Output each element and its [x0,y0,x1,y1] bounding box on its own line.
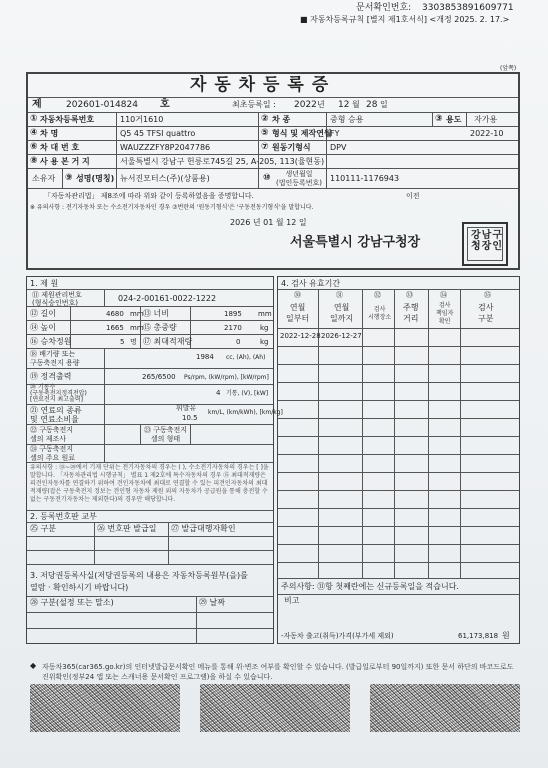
transfer-mark: 이전 [406,192,420,200]
height-value: 1665 [106,324,124,332]
plate-number-value: 110거1610 [120,115,164,124]
model-name-value: Q5 45 TFSI quattro [120,129,196,138]
power-label: ⑲ 정격출력 [30,372,72,381]
cylinders-label: ⑳ 기통수 (구동축전지정격전압) [연료전지 최고출력] [30,384,87,403]
row3-number2: ⑦ [261,142,269,152]
plate-number-label: 자동차등록번호 [40,115,95,124]
length-value: 4680 [106,310,124,318]
fuel-efficiency-value: 10.5 [182,414,198,422]
registration-serial: 202601-014824 [66,100,138,110]
inspection-heading: 4. 검사 유효기간 [281,279,341,288]
col31-number: ㉛ [336,291,343,299]
plate-issue-date-header: ㉖ 번호판 발급일 [97,524,157,533]
inspection-from-value: 2022-12-28 [280,332,321,340]
inspection-place-header: 검사 시행장소 [368,306,392,321]
inspection-from-header: 연월 일부터 [286,303,310,323]
gross-weight-unit: kg [260,324,269,332]
confirm-label: 문서확인번호: [356,3,412,13]
displacement-value: 1984 [196,353,214,361]
vin-label: 차 대 번 호 [40,143,80,152]
usage-label: 용도 [446,115,462,124]
width-label: ⑬ 너비 [143,309,169,318]
owner-number: ⑨ [65,173,73,183]
model-name-label: 차 명 [40,129,59,138]
plate-issue-type-header: ㉕ 구분 [30,524,56,533]
fuel-type-value: 휘발유 [176,404,197,412]
mortgage-type-header: ㉘ 구분(설정 또는 말소) [30,598,114,607]
col32-number: ㉜ [374,291,381,299]
manufacture-date: 2022-10 [470,129,504,138]
height-label: ⑭ 높이 [30,323,56,332]
barcode-3[interactable] [370,684,520,732]
first-reg-year: 2022 [294,100,317,110]
base-location-value: 서울특별시 강남구 헌릉로745길 25, A-205, 113(율현동) [120,157,325,166]
footer-diamond-icon: ◆ [30,661,37,670]
caution-text: ※ 유의사항 : 전기자동차 또는 수소전기자동차인 경우 ⑦번란의 '원동기형식'은 '구동전동기형식'을 말합니다. [30,204,314,211]
col35-number: ㉟ [484,291,491,299]
remark-label: 비고 [284,596,300,605]
length-label: ⑫ 길이 [30,309,56,318]
price-value: 61,173,818 [458,632,499,640]
cylinders-unit: 기통, (V), [kW] [226,390,269,397]
seal-text: 강남구청장인 [471,230,503,252]
spec-heading: 1. 제 원 [30,279,59,288]
price-unit: 원 [502,631,510,640]
fuel-label: ㉑ 연료의 종류 및 연료소비율 [30,406,82,424]
engine-type-value: DPV [330,143,347,152]
row1-number: ① [30,114,38,124]
row2-number: ④ [30,128,38,138]
max-load-label: ⑰ 최대적재량 [143,337,193,346]
width-unit: mm [258,310,272,318]
battery-material-label: ㉔ 구동축전지 셀의 주요 원료 [30,445,76,462]
confirm-number[interactable]: 3303853891609771 [422,3,514,13]
col33-number: ㉝ [406,291,413,299]
footer-text: 자동차365(car365.go.kr)의 인터넷발급문서확인 메뉴를 통해 위·변조 여부를 확인할 수 있습니다. (발급일로부터 90일까지) 또한 문서 하단의 바코드로도 진위확인(정부24 앱 또는 스캐너용 문서확인 프로그램)을 하실 수 있습니다. [42,663,514,681]
seats-value: 5 [120,338,125,346]
first-reg-day: 28 [366,100,378,110]
usage-value: 자가용 [474,115,498,124]
spec-caution: 유의사항 : ⑱~⑳에서 기재 단위는 전기자동차의 경우는 ( ), 수소전기자동차의 경우는 [ ]을 말합니다. 「자동차관리법 시행규칙」 별표 1 제2호에 특수자동차의 경우 ⑮ 최대적재량은 피견인자동차를 연결하기 위하여 견인자동차에 최대로 연결할 수 있는 피견인자동차의 최대적재량(잡은 구동축전지 정보는 견인형 자동차 제원 외의 자동차가 공급원을 통해 충전할 수 없는 구동전기자동차는 제외한다)의 경우만 해당합니다. [30,464,269,503]
inspection-notice: 주의사항: ㉛항 첫째란에는 신규등록일을 적습니다. [281,582,459,591]
row3-number: ⑥ [30,142,38,152]
owner-number2: ⑩ [263,173,271,183]
power-unit: Ps/rpm, (kW/rpm), [kW/rpm] [184,374,269,381]
gross-weight-value: 2170 [224,324,242,332]
mgmt-no-label: ⑪ 제원관리번호 (형식승인번호) [32,291,82,307]
plate-issue-agent-header: ㉗ 발급대행자확인 [171,524,236,533]
battery-maker-label: ㉒ 구동축전지 셀의 제조사 [30,426,74,443]
year-unit: 년 [317,100,325,109]
ho-label: 호 [160,99,170,110]
document-title: 자 동 차 등 록 증 [190,75,330,95]
official-seal [462,222,508,266]
inspection-to-header: 연월 일까지 [330,303,354,323]
row1-number3: ③ [435,114,443,124]
owner-name-value: 뉴서진모터스(주)(상품용) [120,174,210,183]
plate-issue-heading: 2. 등록번호판 교부 [30,512,97,521]
price-label: -자동차 출고(취득)가격(부가세 제외) [281,632,394,640]
seats-unit: 명 [130,338,137,346]
base-location-label: 사 용 본 거 지 [40,157,90,166]
first-reg-month: 12 [338,100,350,110]
mileage-header: 주행 거리 [403,303,419,323]
side-label: (앞쪽) [500,65,517,72]
type-value: FY [330,129,340,138]
barcode-1[interactable] [30,684,180,732]
vehicle-type-label: 차 종 [272,115,291,124]
mortgage-heading: 3. 저당권등록사실(저당권등록의 내용은 자동차등록원부(을)를 열람 · 확인하시기 바랍니다) [30,571,248,592]
inspection-type-header: 검사 구분 [478,303,494,323]
row4-number: ⑧ [30,156,38,166]
owner-id-value: 110111-1176943 [330,174,400,183]
col34-number: ㉞ [440,291,447,299]
fuel-efficiency-unit: km/L, (km/kWh), [km/kg] [208,409,283,416]
month-unit: 월 [352,100,360,109]
engine-type-label: 원동기형식 [272,143,311,152]
mortgage-date-header: ㉙ 날짜 [199,598,225,607]
displacement-unit: cc, (Ah), (Ah) [226,354,266,361]
battery-form-label: ㉓ 구동축전지 셀의 형태 [144,426,188,443]
rule-reference: ■ 자동차등록규칙 [별지 제1호서식] <개정 2025. 2. 17.> [300,15,510,24]
max-load-unit: kg [260,338,269,346]
width-value: 1895 [224,310,242,318]
row1-number2: ② [261,114,269,124]
inspection-to-value: 2026-12-27 [321,332,362,340]
first-reg-label: 최초등록일 : [232,100,276,109]
seats-label: ⑯ 승차정원 [30,337,72,346]
no-label: 제 [32,99,42,110]
owner-id-label: 생년월일 (법인등록번호) [276,170,323,187]
owner-name-label: 성명(명칭) [76,174,115,183]
certification-text: 「자동차관리법」 제8조에 따라 위와 같이 등록하였음을 증명합니다. [44,192,254,200]
owner-group-label: 소유자 [32,174,56,183]
issue-date: 2026 년 01 월 12 일 [230,218,307,227]
barcode-2[interactable] [200,684,350,732]
col30-number: ㉚ [294,291,301,299]
max-load-value: 0 [236,338,241,346]
length-unit: mm [130,310,144,318]
row2-number2: ⑤ [261,128,269,138]
vin-value: WAUZZZFY8P2047786 [120,143,211,152]
day-unit: 일 [380,100,388,109]
displacement-label: ⑱ 배기량 또는 구동축전지 용량 [30,350,80,367]
power-value: 265/6500 [142,373,176,381]
cylinders-value: 4 [216,389,221,397]
type-date-label: 형식 및 제작연월 [272,129,332,138]
inspector-header: 검사 책임자 확인 [436,302,454,325]
issuer-name: 서울특별시 강남구청장 [290,235,421,250]
height-unit: mm [130,324,144,332]
mgmt-no-value: 024-2-00161-0022-1222 [118,294,217,303]
gross-weight-label: ⑮ 총중량 [143,323,177,332]
vehicle-type-value: 중형 승용 [330,115,364,124]
